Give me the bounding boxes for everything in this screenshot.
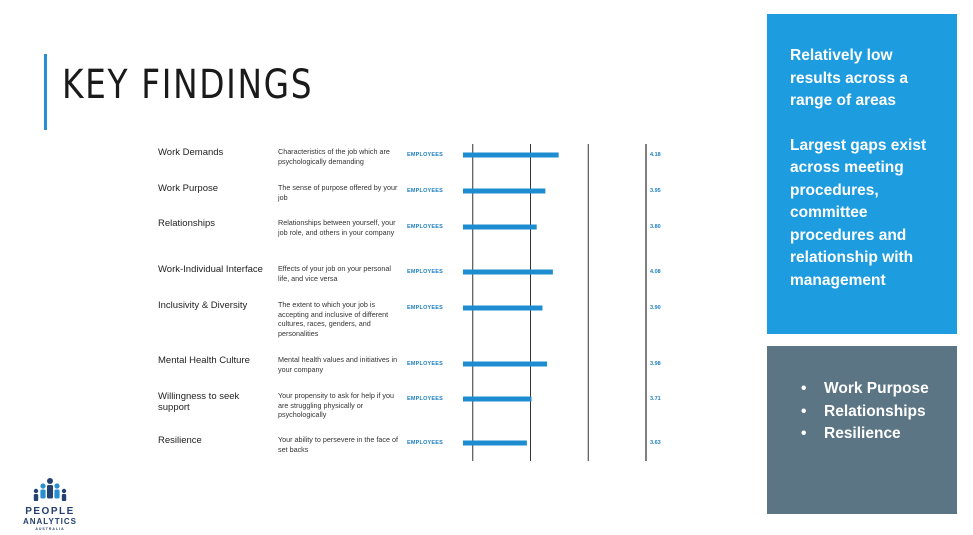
bullet-icon: • bbox=[801, 380, 807, 397]
findings-chart bbox=[128, 130, 688, 470]
factor-description: The sense of purpose offered by your job bbox=[278, 183, 398, 202]
factor-description: Mental health values and initiatives in your company bbox=[278, 355, 398, 374]
series-label: EMPLOYEES bbox=[407, 361, 444, 367]
logo-text-line2: ANALYTICS bbox=[22, 517, 78, 526]
bar bbox=[463, 306, 542, 311]
data-label: 3.95 bbox=[650, 188, 661, 194]
bar bbox=[463, 270, 553, 275]
factor-label: Work Demands bbox=[158, 147, 224, 158]
data-label: 3.63 bbox=[650, 440, 661, 446]
title-accent-bar bbox=[44, 54, 47, 130]
series-label: EMPLOYEES bbox=[407, 440, 444, 446]
strengths-list bbox=[767, 378, 957, 446]
factor-label: Willingness to seek support bbox=[158, 391, 240, 413]
factor-label: Work-Individual Interface bbox=[158, 264, 263, 275]
series-label: EMPLOYEES bbox=[407, 188, 444, 194]
bullet-icon: • bbox=[801, 402, 807, 420]
series-label: EMPLOYEES bbox=[407, 224, 444, 230]
bar bbox=[463, 225, 537, 230]
factor-description: The extent to which your job is accepting and inclusive of different cultures, races, genders, and personalities bbox=[278, 300, 389, 338]
strength-item: • Relationships bbox=[767, 401, 957, 424]
series-label: EMPLOYEES bbox=[407, 305, 444, 311]
bar bbox=[463, 189, 545, 194]
factor-label: Inclusivity & Diversity bbox=[158, 300, 248, 311]
bar bbox=[463, 362, 547, 367]
page-title: KEY FINDINGS bbox=[62, 62, 314, 108]
factor-label: Work Purpose bbox=[158, 183, 219, 194]
data-label: 3.71 bbox=[650, 396, 661, 402]
strength-item: • Resilience bbox=[767, 423, 957, 446]
data-label: 3.98 bbox=[650, 361, 661, 367]
strength-item: • Work Purpose bbox=[767, 378, 957, 401]
factor-description: Your ability to persevere in the face of set backs bbox=[278, 435, 398, 454]
factor-description: Relationships between yourself, your job role, and others in your company bbox=[278, 218, 396, 237]
people-group-icon bbox=[14, 476, 86, 506]
summary-panel bbox=[767, 14, 957, 334]
data-label: 3.90 bbox=[650, 305, 661, 311]
factor-label: Mental Health Culture bbox=[158, 355, 250, 366]
company-logo bbox=[14, 476, 86, 532]
logo-text-line1: PEOPLE bbox=[25, 506, 75, 517]
data-label: 4.18 bbox=[650, 152, 661, 158]
summary-paragraph-1: Relatively low results across a range of areas bbox=[790, 47, 909, 109]
bar bbox=[463, 441, 527, 446]
factor-description: Your propensity to ask for help if you are struggling physically or psychologically bbox=[278, 391, 394, 420]
factor-label: Resilience bbox=[158, 435, 202, 446]
data-label: 4.08 bbox=[650, 269, 661, 275]
bar bbox=[463, 397, 532, 402]
factor-description: Characteristics of the job which are psychologically demanding bbox=[278, 147, 390, 166]
logo-text-line3: AUSTRALIA bbox=[35, 527, 65, 531]
series-label: EMPLOYEES bbox=[407, 269, 444, 275]
factor-description: Effects of your job on your personal life, and vice versa bbox=[278, 264, 391, 283]
strengths-panel bbox=[767, 346, 957, 514]
bullet-icon: • bbox=[801, 425, 807, 442]
bar bbox=[463, 153, 559, 158]
series-label: EMPLOYEES bbox=[407, 396, 444, 402]
data-label: 3.80 bbox=[650, 224, 661, 230]
summary-paragraph-2: Largest gaps exist across meeting procedures, committee procedures and relationship with management bbox=[790, 136, 927, 289]
series-label: EMPLOYEES bbox=[407, 152, 444, 158]
factor-label: Relationships bbox=[158, 218, 216, 229]
